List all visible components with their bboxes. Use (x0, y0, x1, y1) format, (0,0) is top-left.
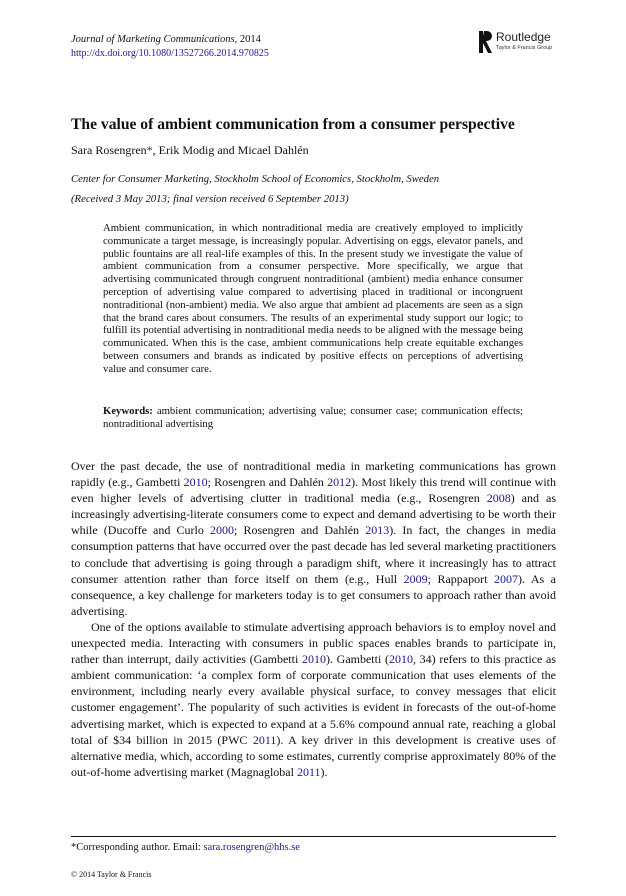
publisher-logo (479, 30, 569, 56)
citation-link[interactable]: 2000 (209, 523, 234, 538)
received-dates: (Received 3 May 2013; final version received 6 September 2013) (71, 193, 349, 205)
citation-link[interactable]: 2010 (183, 475, 208, 490)
copyright-notice: © 2014 Taylor & Francis (71, 870, 152, 879)
citation-link[interactable]: 2013 (365, 523, 390, 538)
footnote-divider (71, 836, 556, 837)
citation-link[interactable]: 2007 (493, 571, 518, 586)
citation-link[interactable]: 2011 (296, 764, 321, 779)
citation-link[interactable]: 2012 (327, 475, 352, 490)
citation-link[interactable]: 2011 (252, 732, 277, 747)
keywords-label: Keywords: (103, 405, 153, 417)
body-paragraph: Over the past decade, the use of nontraditional media in marketing communications has grown rapidly (e.g., Gambetti 2010; Rosengren and Dahlén 2012). Most likely this trend will continue with even higher levels of advertising clutter in traditional media (e.g., Rosengren 2008) and as increasingly advertising-literate consumers come to expect and demand advertising to be worth their while (Ducoffe and Curlo 2000; Rosengren and Dahlén 2013). In fact, the changes in media consumption patterns that have occurred over the past decade has led several marketing practitioners to conclude that advertising is going through a paradigm shift, where it increasingly has to attract consumer attention rather than force itself on them (e.g., Hull 2009; Rappaport 2007). As a consequence, a key challenge for marketers today is to get consumers to approach rather than avoid advertising. (71, 459, 556, 618)
keywords-list: ambient communication; advertising value; consumer case; communication effects; nontraditional advertising (103, 405, 523, 430)
author-email-link[interactable]: sara.rosengren@hhs.se (203, 842, 300, 853)
abstract: Ambient communication, in which nontraditional media are creatively employed to implicitly communicate a target message, is increasingly popular. Advertising on eggs, elevator panels, and public fountains are all real-life examples of this. In the present study we investigate the value of ambient communication from a consumer perspective. More specifically, we argue that advertising communicated through congruent nontraditional (ambient) media enhance consumer perception of advertising value compared to advertising placed in traditional or incongruent nontraditional (non-ambient) media. We also argue that ambient ad placements are seen as a sign that the brand cares about consumers. The results of an experimental study support our logic; to fulfill its potential advertising in nontraditional media needs to be aligned with the message being communicated. When this is the case, ambient communications help create equitable exchanges between consumers and brands as indicated by positive effects on perceptions of advertising value and consumer care. (103, 222, 523, 375)
routledge-r-logo-icon (479, 30, 493, 54)
journal-name: Journal of Marketing Communications (71, 34, 235, 45)
body-paragraph: One of the options available to stimulate advertising approach behaviors is to employ novel and unexpected media. Interacting with consumers in public spaces enables brands to participate in, rather than interrupt, daily activities (Gambetti 2010). Gambetti (2010, 34) refers to this practice as ambient communication: ‘a complex form of corporate communication that uses elements of the environment, including nearly every available physical surface, to convey messages that elicit customer engagement’. The popularity of such activities is evident in forecasts of the out-of-home advertising market, which is expected to expand at a 5.6% compound annual rate, reaching a global total of $34 billion in 2015 (PWC 2011). A key driver in this development is creative uses of alternative media, which, according to some estimates, currently comprise approximately 80% of the out-of-home advertising market (Magnaglobal 2011). (71, 619, 556, 779)
citation-link[interactable]: 2010 (301, 652, 326, 667)
author-names-rest: , Erik Modig and Micael Dahlén (152, 143, 309, 157)
corresponding-author-marker[interactable]: * (146, 143, 153, 157)
publisher-subtitle: Taylor & Francis Group (496, 45, 553, 51)
citation-link[interactable]: 2010 (388, 652, 413, 667)
journal-year: , 2014 (234, 34, 261, 45)
body-text (71, 458, 556, 780)
citation-link[interactable]: 2009 (403, 571, 428, 586)
doi-link[interactable]: http://dx.doi.org/10.1080/13527266.2014.970825 (71, 48, 269, 59)
corresponding-author-footnote (71, 841, 300, 855)
journal-citation (71, 33, 261, 47)
footnote-label: *Corresponding author. Email: (71, 842, 204, 853)
citation-link[interactable]: 2008 (486, 491, 511, 506)
publisher-brand: Routledge (496, 30, 551, 44)
author-list (71, 142, 309, 158)
keywords (103, 405, 523, 431)
author-name: Sara Rosengren (71, 143, 147, 157)
affiliation: Center for Consumer Marketing, Stockholm School of Economics, Stockholm, Sweden (71, 173, 440, 185)
article-title: The value of ambient communication from a consumer perspective (71, 116, 515, 133)
